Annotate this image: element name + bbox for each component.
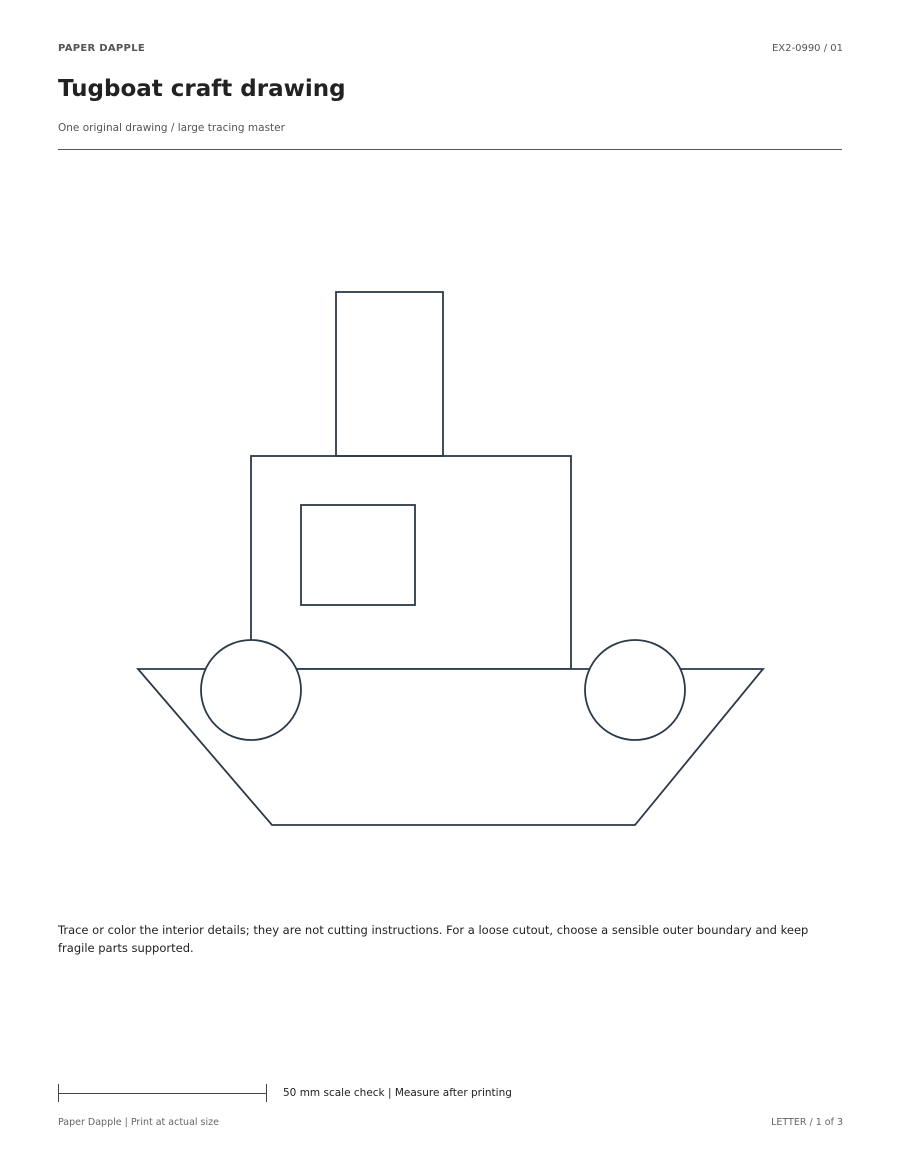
document-code: EX2-0990 / 01 [771,43,843,54]
scale-bar [58,1084,267,1102]
brand-name: PAPER DAPPLE [58,43,145,54]
footer-page-info: LETTER / 1 of 3 [771,1117,843,1128]
tugboat-left-porthole [201,640,301,740]
page-title: Tugboat craft drawing [58,76,346,102]
page-subtitle: One original drawing / large tracing master [58,122,285,134]
tugboat-smokestack [336,292,443,456]
footer-brand: Paper Dapple | Print at actual size [58,1117,219,1128]
tugboat-right-porthole [585,640,685,740]
scale-bar-line [58,1093,267,1094]
scale-check-label: 50 mm scale check | Measure after printing [283,1087,512,1099]
instruction-note: Trace or color the interior details; they are not cutting instructions. For a loose cutout, choose a sensible outer boundary and keep fragile parts supported. [58,923,809,955]
scale-bar-end-tick [266,1084,267,1102]
tugboat-cabin [251,456,571,669]
scale-bar-start-tick [58,1084,59,1102]
tugboat-window [301,505,415,605]
